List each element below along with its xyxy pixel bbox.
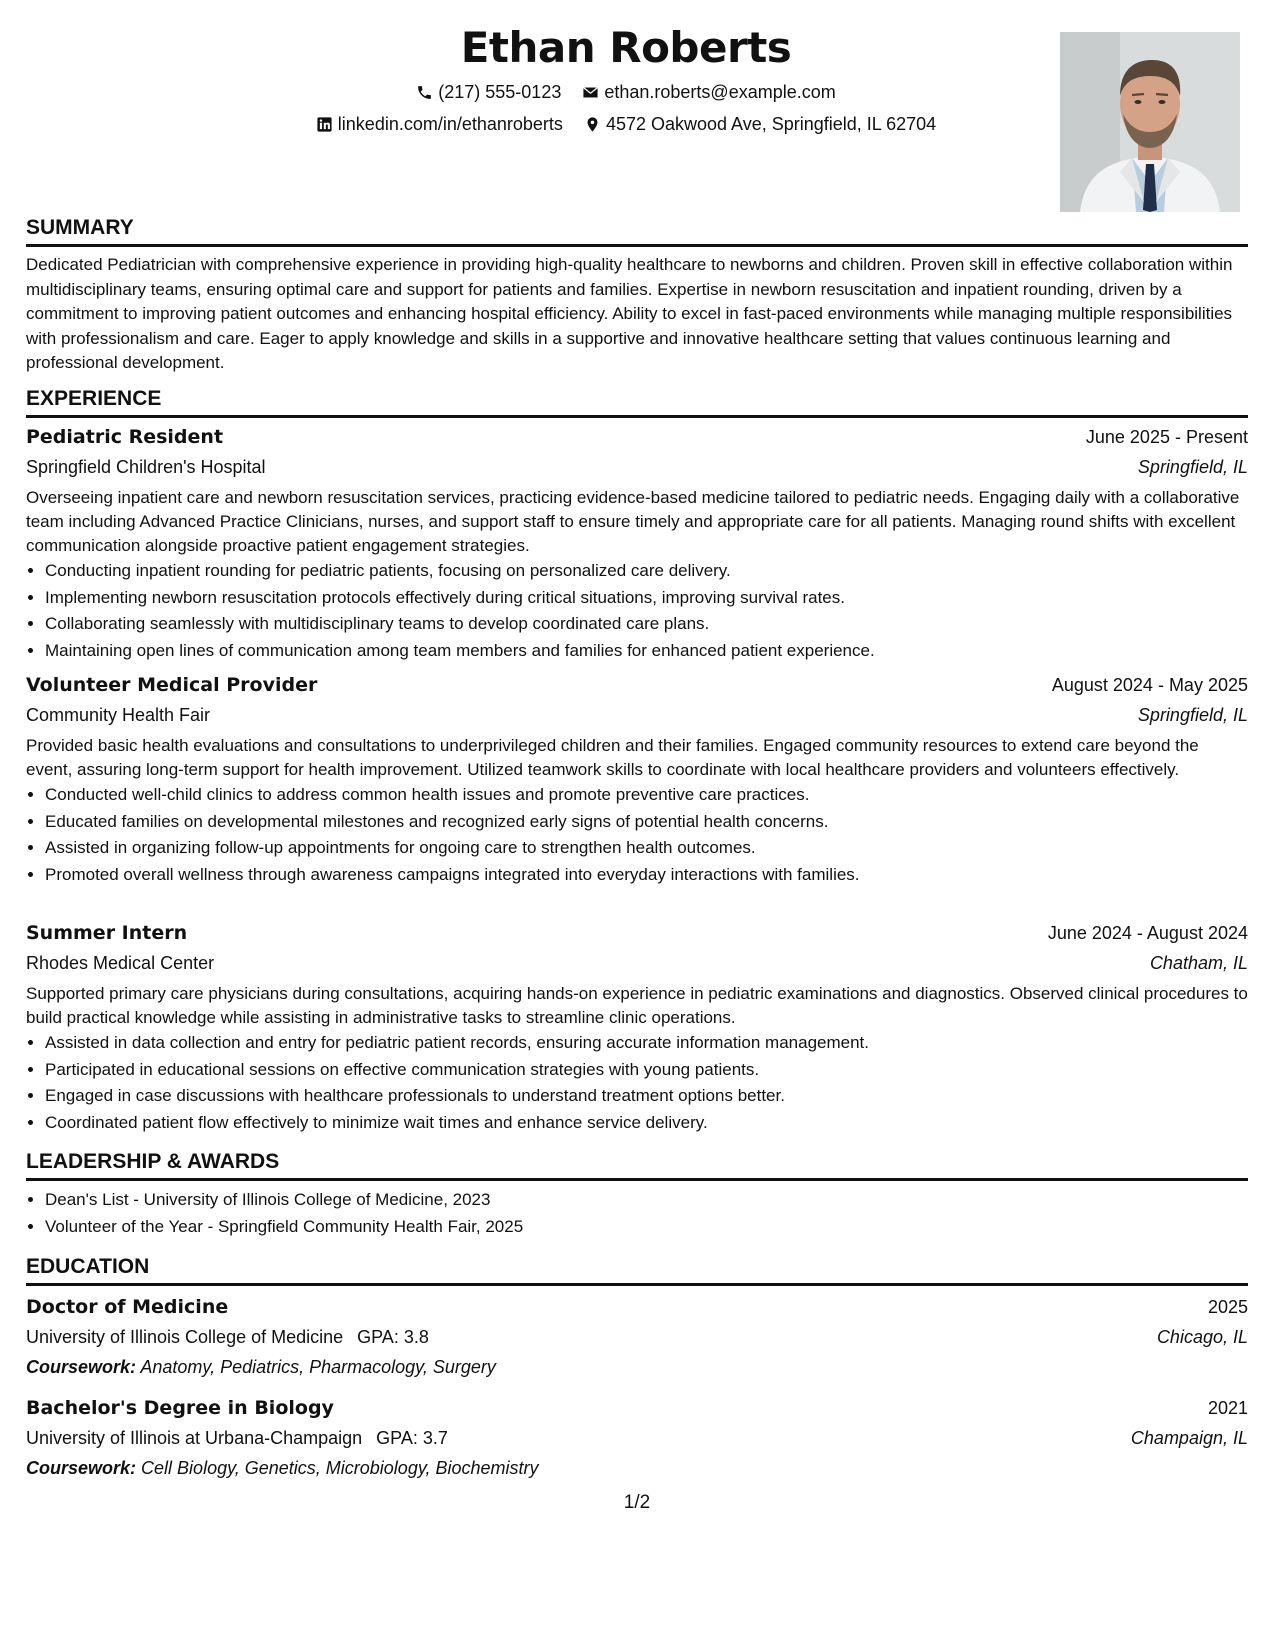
gpa-value: GPA: 3.7 [376,1428,448,1448]
email-text: ethan.roberts@example.com [604,82,836,102]
job-bullet: • Implementing newborn resuscitation protocols effectively during critical situations, improving survival rates. [45,585,1248,612]
coursework-label: Coursework: [26,1357,137,1377]
job-organization: Rhodes Medical Center [26,953,215,973]
job-bullet: • Maintaining open lines of communication among team members and families for enhanced patient experience. [45,638,1248,665]
job-bullet: • Conducted well-child clinics to address common health issues and promote preventive care practices. [45,782,1248,809]
job-bullet: • Educated families on developmental milestones and recognized early signs of potential health concerns. [45,809,1248,836]
job-bullet: • Collaborating seamlessly with multidisciplinary teams to develop coordinated care plans. [45,611,1248,638]
school-line [26,1322,429,1352]
job-description: Overseeing inpatient care and newborn resuscitation services, practicing evidence-based medicine tailored to pediatric needs. Engaging daily with a collaborative team including Advanced Practice Clinicians, nurses, and support staff to ensure timely and appropriate care for all patients. Managing round shifts with excellent communication alongside proactive patient engagement strategies. [26,488,1240,555]
job-bullets [26,1030,1248,1136]
job-bullets [26,558,1248,664]
education-section [26,1253,1248,1286]
page-number: 1/2 [623,1492,651,1513]
school-location: Chicago, IL [1156,1327,1248,1347]
portrait-image [1060,32,1240,212]
coursework-line [26,1352,1248,1382]
job-organization: Springfield Children's Hospital [26,457,266,477]
education-entry [26,1292,1248,1382]
experience-entry [26,422,1248,664]
summary-text: Dedicated Pediatrician with comprehensive experience in providing high-quality healthcare to newborns and children. Proven skill in effective collaboration within multidisciplinary teams, ensuring optimal care and support for patients and families. Expertise in newborn resuscitation and inpatient rounding, driven by a commitment to improving patient outcomes and enhancing hospital efficiency. Ability to excel in fast-paced environments while managing multiple responsibilities with professionalism and care. Eager to apply knowledge and skills in a supportive and innovative healthcare setting that values continuous learning and professional development. [26,255,1233,372]
job-dates: August 2024 - May 2025 [1051,675,1248,695]
coursework-list: Cell Biology, Genetics, Microbiology, Biochemistry [141,1458,539,1478]
school-line [26,1423,448,1453]
job-bullet: • Assisted in data collection and entry for pediatric patient records, ensuring accurate information management. [45,1030,1248,1057]
school-location: Champaign, IL [1130,1428,1248,1448]
job-bullet: • Participated in educational sessions on effective communication strategies with young patients. [45,1057,1248,1084]
job-bullet: • Conducting inpatient rounding for pediatric patients, focusing on personalized care delivery. [45,558,1248,585]
education-entry [26,1393,1248,1483]
experience-heading: EXPERIENCE [26,385,1248,418]
job-bullet: • Promoted overall wellness through awareness campaigns integrated into everyday interactions with families. [45,862,1248,889]
summary-heading: SUMMARY [26,214,1248,247]
graduation-year: 2025 [1207,1297,1248,1317]
coursework-label: Coursework: [26,1458,137,1478]
resume-page [26,0,1248,1650]
phone-contact[interactable] [416,80,561,104]
degree-name: Bachelor's Degree in Biology [26,1397,334,1419]
candidate-name: Ethan Roberts [460,23,792,72]
school-name: University of Illinois College of Medicine [26,1327,344,1347]
award-item: • Volunteer of the Year - Springfield Community Health Fair, 2025 [45,1214,1248,1241]
job-bullets [26,782,1248,888]
summary-section [26,214,1248,376]
leadership-heading: LEADERSHIP & AWARDS [26,1148,1248,1181]
experience-section [26,385,1248,418]
awards-list [26,1187,1248,1240]
job-role: Summer Intern [26,922,188,944]
job-location: Springfield, IL [1137,457,1248,477]
contact-line-2 [26,112,1226,139]
coursework-line [26,1453,1248,1483]
job-role: Volunteer Medical Provider [26,674,318,696]
resume-header [26,0,1248,215]
degree-name: Doctor of Medicine [26,1296,229,1318]
linkedin-icon [316,116,333,133]
job-organization: Community Health Fair [26,705,211,725]
job-description: Provided basic health evaluations and consultations to underprivileged children and their families. Engaged community resources to extend care beyond the event, assuring long-term support for health improvement. Utilized teamwork skills to coordinate with local healthcare providers and volunteers effectively. [26,736,1199,779]
job-role: Pediatric Resident [26,426,224,448]
job-description: Supported primary care physicians during consultations, acquiring hands-on experience in pediatric examinations and diagnostics. Observed clinical procedures to build practical knowledge while assisting in administrative tasks to streamline clinic operations. [26,984,1248,1027]
job-dates: June 2025 - Present [1085,427,1248,447]
job-dates: June 2024 - August 2024 [1047,923,1248,943]
envelope-icon [582,84,599,101]
linkedin-contact[interactable] [316,112,563,136]
address-text: 4572 Oakwood Ave, Springfield, IL 62704 [605,114,937,134]
map-pin-icon [584,116,601,133]
job-bullet: • Coordinated patient flow effectively to minimize wait times and enhance service delivery. [45,1110,1248,1137]
job-location: Chatham, IL [1149,953,1248,973]
profile-photo [1060,32,1240,212]
job-bullet: • Assisted in organizing follow-up appointments for ongoing care to strengthen health outcomes. [45,835,1248,862]
phone-icon [416,84,433,101]
job-location: Springfield, IL [1137,705,1248,725]
linkedin-text: linkedin.com/in/ethanroberts [337,114,563,134]
coursework-list: Anatomy, Pediatrics, Pharmacology, Surgery [140,1357,496,1377]
experience-entry [26,918,1248,1136]
school-name: University of Illinois at Urbana-Champaign [26,1428,363,1448]
job-bullet: • Engaged in case discussions with healthcare professionals to understand treatment options better. [45,1083,1248,1110]
leadership-section [26,1148,1248,1240]
address-contact [584,112,936,136]
contact-line-1 [26,80,1226,107]
phone-text: (217) 555-0123 [438,82,562,102]
gpa-value: GPA: 3.8 [357,1327,429,1347]
award-item: • Dean's List - University of Illinois College of Medicine, 2023 [45,1187,1248,1214]
experience-entry [26,670,1248,888]
graduation-year: 2021 [1207,1398,1248,1418]
education-heading: EDUCATION [26,1253,1248,1286]
email-contact[interactable] [582,80,835,104]
